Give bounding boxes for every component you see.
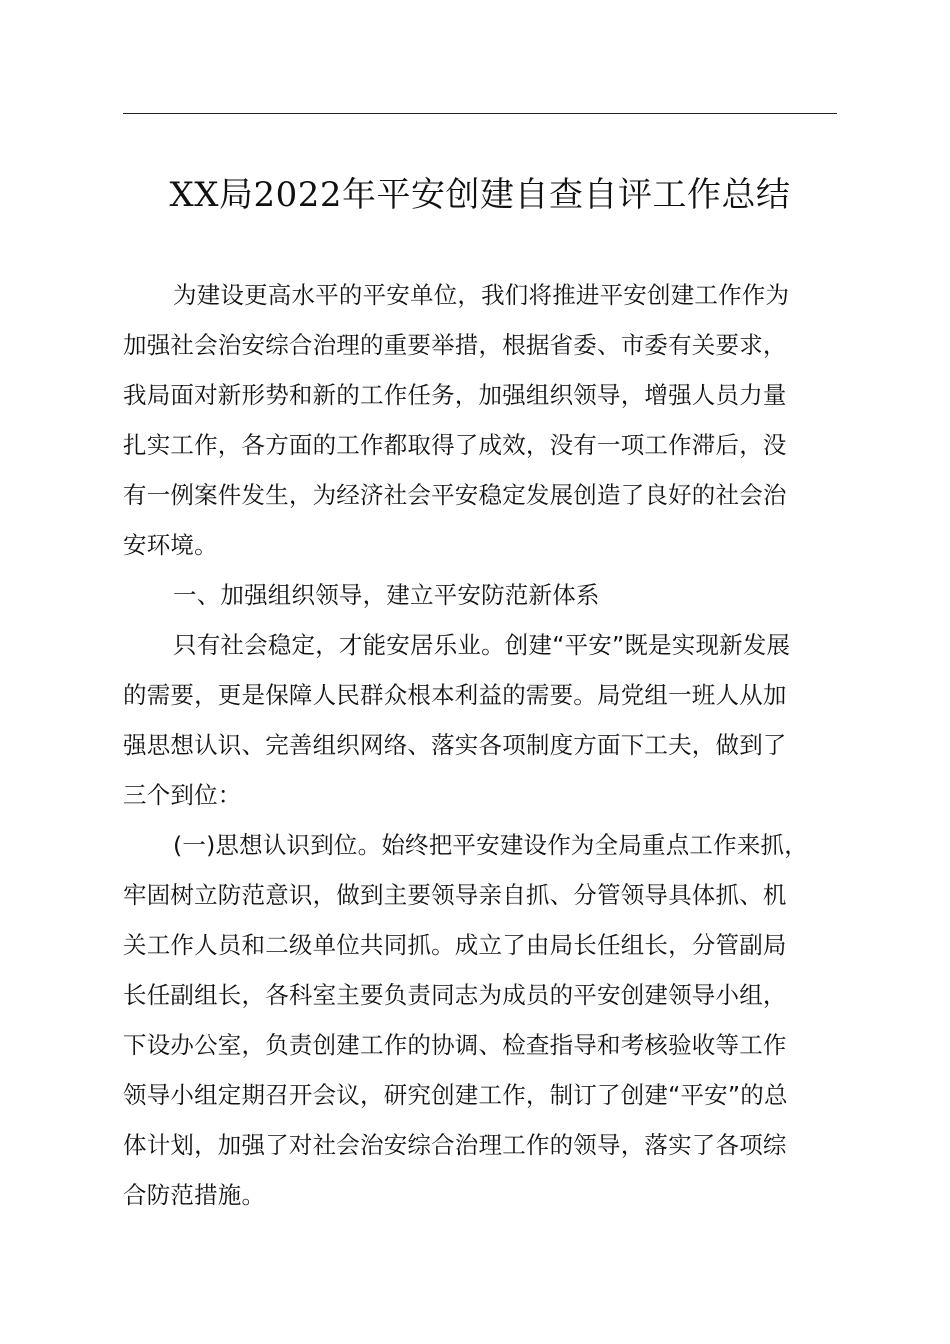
document-title: XX局2022年平安创建自查自评工作总结	[169, 175, 791, 215]
paragraph-line: 关工作人员和二级单位共同抓。成立了由局长任组长，分管副局	[123, 931, 787, 959]
paragraph-line: 扎实工作，各方面的工作都取得了成效，没有一项工作滞后，没	[123, 431, 787, 459]
paragraph-line: 安环境。	[123, 531, 218, 559]
paragraph-line: 领导小组定期召开会议，研究创建工作，制订了创建“平安”的总	[123, 1081, 788, 1109]
section-heading: 一、加强组织领导，建立平安防范新体系	[173, 581, 600, 609]
paragraph-line: 三个到位：	[123, 781, 242, 809]
paragraph-line: 有一例案件发生，为经济社会平安稳定发展创造了良好的社会治	[123, 481, 787, 509]
paragraph-line: 我局面对新形势和新的工作任务，加强组织领导，增强人员力量	[123, 381, 787, 409]
paragraph-line: 下设办公室，负责创建工作的协调、检查指导和考核验收等工作	[123, 1031, 787, 1059]
header-rule	[123, 113, 837, 114]
paragraph-line: 合防范措施。	[123, 1181, 266, 1209]
paragraph-line: (一)思想认识到位。始终把平安建设作为全局重点工作来抓，	[173, 831, 808, 859]
paragraph-line: 强思想认识、完善组织网络、落实各项制度方面下工夫，做到了	[123, 731, 787, 759]
paragraph-line: 只有社会稳定，才能安居乐业。创建“平安”既是实现新发展	[173, 631, 791, 659]
paragraph-line: 牢固树立防范意识，做到主要领导亲自抓、分管领导具体抓、机	[123, 881, 787, 909]
paragraph-line: 的需要，更是保障人民群众根本利益的需要。局党组一班人从加	[123, 681, 787, 709]
paragraph-line: 加强社会治安综合治理的重要举措，根据省委、市委有关要求，	[123, 331, 787, 359]
paragraph-line: 长任副组长，各科室主要负责同志为成员的平安创建领导小组，	[123, 981, 787, 1009]
paragraph-line: 体计划，加强了对社会治安综合治理工作的领导，落实了各项综	[123, 1131, 787, 1159]
paragraph-line: 为建设更高水平的平安单位，我们将推进平安创建工作作为	[173, 281, 790, 309]
